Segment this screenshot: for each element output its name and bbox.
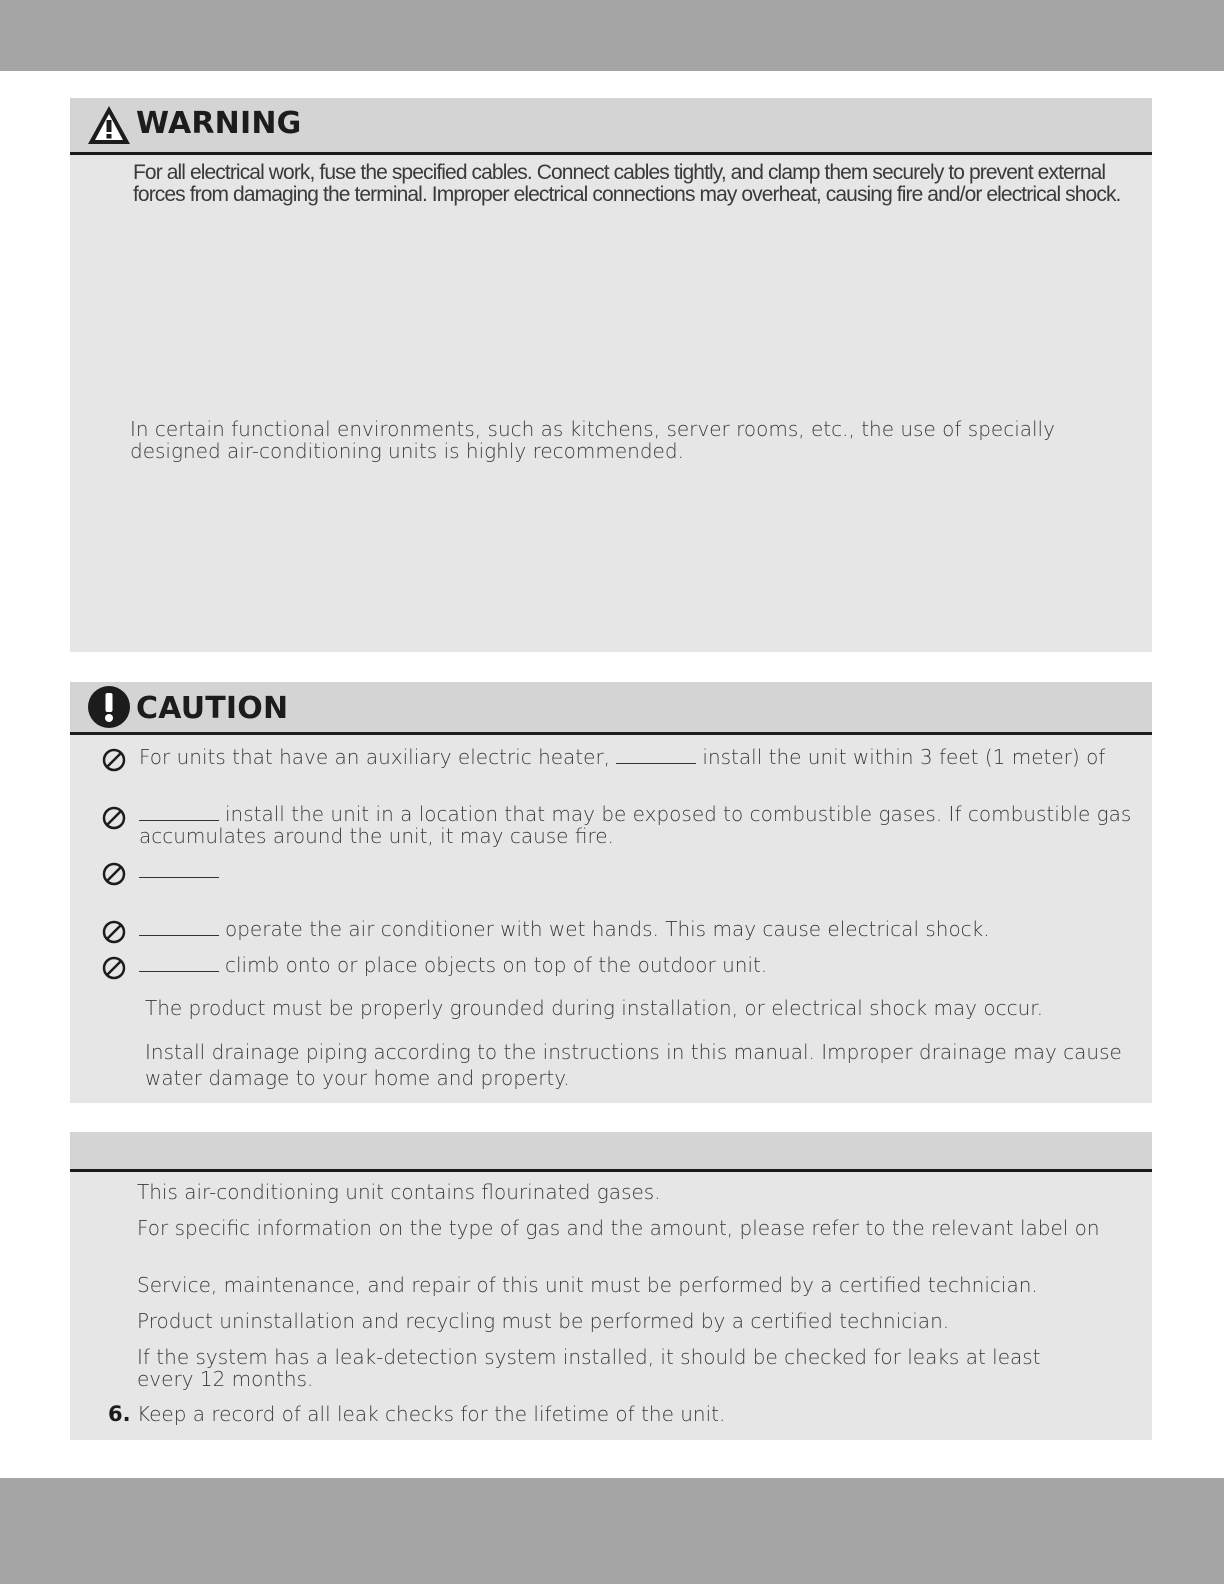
caution-title: CAUTION <box>136 691 289 726</box>
prohibited-icon <box>102 862 126 886</box>
gases-box <box>70 1132 1152 1440</box>
exclamation-circle-icon <box>87 685 131 729</box>
caution-box <box>70 682 1152 1103</box>
gases-line-6: Keep a record of all leak checks for the lifetime of the unit. <box>137 1402 726 1426</box>
blank-line <box>139 861 219 878</box>
caution-item-1-tail: install the unit within 3 feet (1 meter) of <box>702 745 1106 769</box>
gases-line-3: Service, maintenance, and repair of this unit must be performed by a certified technician. <box>137 1273 1038 1297</box>
bottom-bar <box>0 1478 1224 1584</box>
list-number-6: 6. <box>108 1402 131 1426</box>
prohibited-icon <box>102 956 126 980</box>
gases-line-5: If the system has a leak-detection system installed, it should be checked for leaks at least every 12 months. <box>137 1345 1041 1391</box>
blank-line <box>139 919 219 936</box>
warning-triangle-icon <box>86 104 132 146</box>
warning-box <box>70 98 1152 652</box>
prohibited-icon <box>102 748 126 772</box>
prohibited-icon <box>102 806 126 830</box>
warning-title: WARNING <box>136 106 302 141</box>
caution-note-2: Install drainage piping according to the instructions in this manual. Improper drainage may cause water damage to your home and property. <box>145 1040 1122 1090</box>
gases-header <box>70 1132 1152 1172</box>
caution-header <box>70 682 1152 735</box>
gases-line-1: This air-conditioning unit contains flourinated gases. <box>137 1180 661 1204</box>
warning-header <box>70 98 1152 155</box>
top-bar <box>0 0 1224 71</box>
warning-paragraph-2: In certain functional environments, such as kitchens, server rooms, etc., the use of specially designed air-conditioning units is highly recommended. <box>130 417 1055 463</box>
caution-item-5 <box>139 954 1139 976</box>
caution-item-4 <box>139 918 1139 940</box>
caution-item-3 <box>139 860 339 882</box>
blank-line <box>139 955 219 972</box>
caution-item-1 <box>139 746 1139 768</box>
blank-line <box>139 804 219 821</box>
caution-note-1: The product must be properly grounded during installation, or electrical shock may occur. <box>145 996 1044 1020</box>
gases-line-2: For specific information on the type of gas and the amount, please refer to the relevant label on <box>137 1216 1100 1240</box>
caution-item-5-text: climb onto or place objects on top of the outdoor unit. <box>225 953 768 977</box>
caution-item-2-text: install the unit in a location that may be exposed to combustible gases. If combustible gas accumulates around the unit, it may cause fire. <box>139 802 1132 848</box>
caution-item-4-text: operate the air conditioner with wet hands. This may cause electrical shock. <box>225 917 990 941</box>
warning-paragraph-1: For all electrical work, fuse the specified cables. Connect cables tightly, and clamp them securely to prevent external forces from damaging the terminal. Improper electrical connections may overheat, causing fire and/or electrical shock. <box>133 161 1121 206</box>
gases-line-4: Product uninstallation and recycling must be performed by a certified technician. <box>137 1309 950 1333</box>
blank-line <box>616 747 696 764</box>
caution-item-1-text: For units that have an auxiliary electric heater, <box>139 745 611 769</box>
prohibited-icon <box>102 920 126 944</box>
caution-item-2 <box>139 803 1139 847</box>
